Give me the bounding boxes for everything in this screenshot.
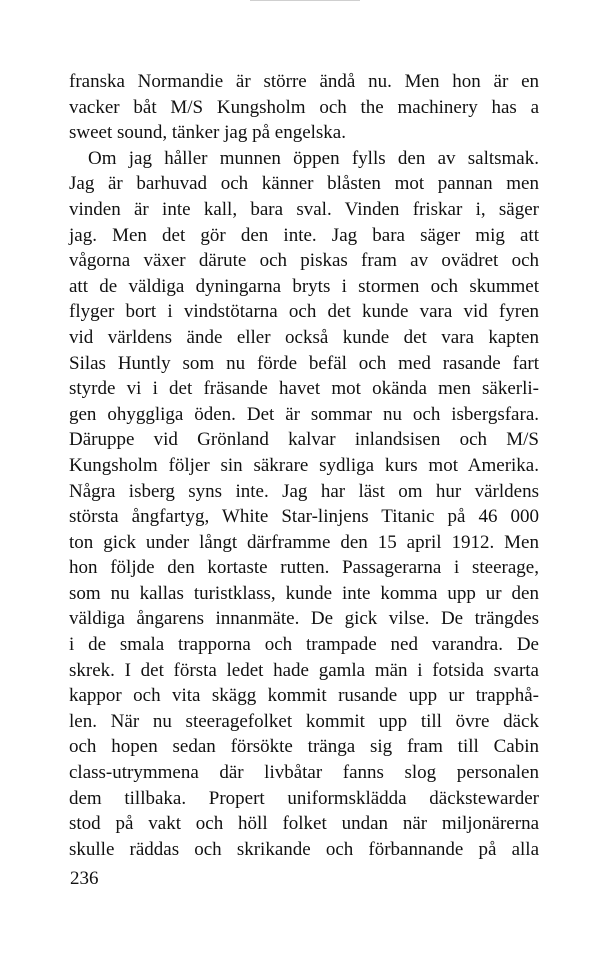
text-line: vågorna växer därute och piskas fram av ovädret och (69, 250, 539, 272)
page-number: 236 (70, 868, 99, 889)
text-line: i de smala trapporna och trampade ned varandra. De (69, 634, 539, 656)
text-line: sweet sound, tänker jag på engelska. (69, 122, 346, 144)
text-line: kappor och vita skägg kommit rusande upp ur trapphå- (69, 685, 539, 707)
text-line: skulle räddas och skrikande och förbannande på alla (69, 838, 539, 860)
body-text (69, 69, 539, 862)
text-line: och hopen sedan försökte tränga sig fram till Cabin (69, 736, 539, 758)
text-line: vid världens ände eller också kunde det vara kapten (69, 326, 539, 348)
text-line: som nu kallas turistklass, kunde inte komma upp ur den (69, 582, 539, 604)
text-line: class-utrymmena där livbåtar fanns slog personalen (69, 762, 539, 784)
text-line: skrek. I det första ledet hade gamla män i fotsida svarta (69, 659, 539, 681)
text-line: vacker båt M/S Kungsholm och the machinery has a (69, 96, 539, 118)
text-line: len. När nu steeragefolket kommit upp till övre däck (69, 710, 539, 732)
text-line: franska Normandie är större ändå nu. Men hon är en (69, 71, 539, 92)
text-line: att de väldiga dyningarna bryts i stormen och skummet (69, 275, 539, 297)
text-line: Några isberg syns inte. Jag har läst om hur världens (69, 480, 539, 502)
text-line: gen ohyggliga öden. Det är sommar nu och isbergsfara. (69, 403, 539, 425)
text-line: Silas Huntly som nu förde befäl och med rasande fart (69, 352, 539, 374)
text-line: flyger bort i vindstötarna och det kunde vara vid fyren (69, 301, 539, 323)
text-line: dem tillbaka. Propert uniformsklädda däckstewarder (69, 787, 539, 809)
top-edge-rule (250, 0, 360, 1)
text-line: Däruppe vid Grönland kalvar inlandsisen och M/S (69, 429, 539, 451)
text-line: Jag är barhuvad och känner blåsten mot pannan men (69, 173, 539, 195)
text-line: Om jag håller munnen öppen fylls den av saltsmak. (88, 147, 539, 169)
text-line: största ångfartyg, White Star-linjens Titanic på 46 000 (69, 506, 539, 528)
text-line: hon följde den kortaste rutten. Passagerarna i steerage, (69, 557, 539, 579)
text-line: vinden är inte kall, bara sval. Vinden friskar i, säger (69, 198, 539, 220)
text-line: Kungsholm följer sin säkrare sydliga kurs mot Amerika. (69, 454, 539, 476)
text-line: jag. Men det gör den inte. Jag bara säger mig att (69, 224, 539, 246)
paragraph (69, 69, 539, 146)
text-line: väldiga ångarens innanmäte. De gick vilse. De trängdes (69, 608, 539, 630)
text-line: styrde vi i det fräsande havet mot okända men säkerli- (69, 378, 539, 400)
text-line: stod på vakt och höll folket undan när miljonärerna (69, 813, 539, 835)
text-line: ton gick under långt därframme den 15 april 1912. Men (69, 531, 539, 553)
paragraph (69, 146, 539, 863)
